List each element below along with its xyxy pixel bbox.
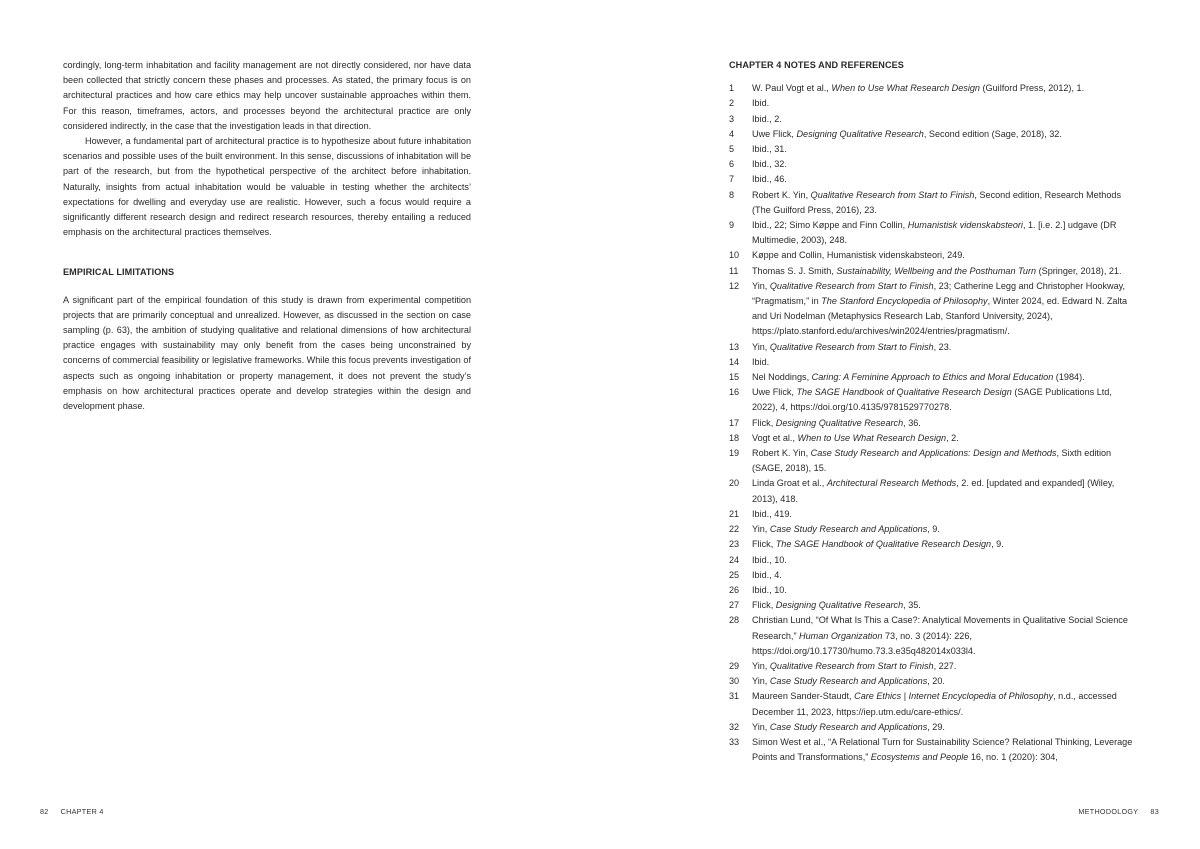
left-footer [40, 807, 104, 816]
note-title-italic: Humanistisk videnskabsteori [907, 220, 1023, 231]
note-text-segment: , 9. [927, 524, 940, 535]
note-item [729, 385, 1139, 415]
note-title-italic: Designing Qualitative Research [775, 417, 904, 428]
note-item [729, 720, 1139, 735]
note-number: 4 [729, 128, 735, 139]
note-text-segment: , 227. [933, 660, 957, 671]
note-text-segment: Linda Groat et al., [752, 478, 827, 489]
note-number: 2 [729, 98, 735, 109]
note-text-segment: , Sixth edition (SAGE, 2018), 15. [752, 448, 1112, 474]
note-text [752, 248, 1139, 263]
note-text-segment: , 2. ed. [updated and expanded] (Wiley, 2013), 418. [752, 478, 1115, 504]
note-text [752, 568, 1139, 583]
note-text [752, 613, 1139, 659]
note-text-segment: Ibid., 2. [752, 113, 782, 124]
note-item [729, 172, 1139, 187]
note-text-segment: Flick, [752, 417, 776, 428]
note-text-segment: (Guilford Press, 2012), 1. [979, 83, 1085, 94]
note-number: 18 [729, 432, 740, 443]
note-number: 9 [729, 220, 735, 231]
body-paragraph: A significant part of the empirical foundation of this study is drawn from experimental competition projects that are primarily conceptual and unrealized. However, as discussed in the section on case sampling (p. 63), the ambition of studying qualitative and relational dimensions of how architectural practice engages with sustainability may only benefit from the cases being unconstrained by concerns of commercial feasibility or legislative frameworks. While this focus prevents investigation of aspects such as ongoing inhabitation or property management, it does not prevent the study’s emphasis on how architectural practices operate and develop strategies within the design and development phase. [63, 294, 471, 412]
note-text-segment: Uwe Flick, [752, 387, 797, 398]
note-text [752, 689, 1139, 719]
note-item [729, 446, 1139, 476]
note-title-italic: Qualitative Research from Start to Finish [769, 341, 934, 352]
note-number: 3 [729, 113, 735, 124]
note-text-segment: Ibid., 32. [752, 159, 787, 170]
note-text-segment: , Winter 2024, ed. Edward N. Zalta and Uri Nodelman (Metaphysics Research Lab, Stanford University, 2024), https://plato.stanford.edu/archives/win2024/entries/pragmatism/. [752, 296, 1128, 337]
note-text-segment: , Second edition, Research Methods (The Guilford Press, 2016), 23. [752, 189, 1121, 215]
note-number: 25 [729, 569, 740, 580]
note-item [729, 674, 1139, 689]
note-text-segment: Thomas S. J. Smith, [752, 265, 837, 276]
note-title-italic: Designing Qualitative Research [775, 600, 904, 611]
note-text-segment: Flick, [752, 600, 776, 611]
note-text-segment: , 36. [903, 417, 921, 428]
note-number: 32 [729, 721, 740, 732]
note-text [752, 112, 1139, 127]
note-text-segment: Robert K. Yin, [752, 448, 811, 459]
note-text-segment: Ibid. [752, 98, 770, 109]
notes-heading: CHAPTER 4 NOTES AND REFERENCES [729, 60, 904, 70]
note-number: 11 [729, 265, 739, 276]
note-text [752, 583, 1139, 598]
note-number: 21 [729, 508, 740, 519]
note-text-segment: , n.d., accessed December 11, 2023, https://iep.utm.edu/care-ethics/. [752, 691, 1117, 717]
note-text-segment: Robert K. Yin, [752, 189, 811, 200]
right-footer [1078, 807, 1159, 816]
note-text [752, 81, 1139, 96]
note-text-segment: Simon West et al., “A Relational Turn for Sustainability Science? Relational Thinking, Leverage Points and Transformations,” [752, 736, 1133, 763]
note-title-italic: Qualitative Research from Start to Finish [810, 189, 975, 200]
note-text [752, 218, 1139, 248]
note-text-segment: 16, no. 1 (2020): 304, [968, 752, 1058, 763]
note-item [729, 476, 1139, 506]
note-item [729, 416, 1139, 431]
note-text-segment: Køppe and Collin, Humanistisk videnskabsteori, 249. [752, 250, 965, 261]
note-title-italic: Human Organization [799, 630, 883, 641]
note-text-segment: Yin, [752, 280, 770, 291]
note-text-segment: , 1. [i.e. 2.] udgave (DR Multimedie, 2003), 248. [752, 220, 1117, 246]
note-text [752, 416, 1139, 431]
running-footer-label: METHODOLOGY [1078, 807, 1139, 816]
note-number: 12 [729, 280, 740, 291]
note-text-segment: , Second edition (Sage, 2018), 32. [923, 128, 1062, 139]
note-number: 19 [729, 448, 740, 459]
note-text [752, 720, 1139, 735]
note-text [752, 476, 1139, 506]
note-text-segment: Christian Lund, “Of What Is This a Case?: Analytical Movements in Qualitative Social Science Research,” [752, 615, 1128, 641]
note-title-italic: Qualitative Research from Start to Finish [769, 280, 934, 291]
note-number: 14 [729, 356, 740, 367]
note-number: 29 [729, 660, 740, 671]
note-text-segment: W. Paul Vogt et al., [752, 83, 832, 94]
note-item [729, 537, 1139, 552]
note-number: 1 [729, 83, 735, 94]
note-number: 8 [729, 189, 735, 200]
note-number: 15 [729, 372, 740, 383]
note-text [752, 446, 1139, 476]
note-text-segment: Yin, [752, 524, 770, 535]
body-paragraph: However, a fundamental part of architectural practice is to hypothesize about future inhabitation scenarios and possible uses of the built environment. In this sense, discussions of inhabitation will be part of the research, but from the hypothetical perspective of the architect before inhabitation. Naturally, insights from actual inhabitation would be valuable in testing whether the architects’ expectations for dwelling and everyday use are realistic. However, such a focus would require a significantly different research design and redirect research resources, thereby entailing a reduced emphasis on the architectural practices themselves. [63, 136, 471, 238]
note-text-segment: , 20. [927, 676, 945, 687]
note-item [729, 522, 1139, 537]
note-title-italic: The SAGE Handbook of Qualitative Research Design [796, 387, 1012, 398]
note-title-italic: Caring: A Feminine Approach to Ethics and Moral Education [811, 372, 1054, 383]
note-title-italic: Case Study Research and Applications [769, 524, 928, 535]
note-number: 33 [729, 736, 740, 747]
note-number: 6 [729, 159, 735, 170]
note-text [752, 188, 1139, 218]
note-text-segment: , 2. [946, 432, 959, 443]
note-text-segment: Ibid., 46. [752, 174, 787, 185]
note-item [729, 583, 1139, 598]
note-item [729, 112, 1139, 127]
note-number: 13 [729, 341, 740, 352]
note-text-segment: Ibid., 10. [752, 554, 787, 565]
note-text [752, 340, 1139, 355]
note-number: 16 [729, 387, 740, 398]
note-item [729, 659, 1139, 674]
note-number: 27 [729, 600, 740, 611]
note-text-segment: Ibid., 4. [752, 569, 782, 580]
body-text-column [63, 58, 471, 414]
note-text [752, 355, 1139, 370]
note-text-segment: (SAGE Publications Ltd, 2022), 4, https://doi.org/10.4135/9781529770278. [752, 387, 1112, 413]
note-text [752, 142, 1139, 157]
note-text-segment: Ibid., 10. [752, 584, 787, 595]
note-item [729, 127, 1139, 142]
note-item [729, 188, 1139, 218]
note-item [729, 355, 1139, 370]
note-text [752, 598, 1139, 613]
right-page [600, 0, 1200, 849]
note-number: 22 [729, 524, 740, 535]
note-text [752, 157, 1139, 172]
note-item [729, 689, 1139, 719]
note-title-italic: When to Use What Research Design [797, 432, 947, 443]
note-text [752, 370, 1139, 385]
running-footer-label: CHAPTER 4 [60, 807, 104, 816]
note-text-segment: Maureen Sander-Staudt, [752, 691, 855, 702]
note-text-segment: , 23. [933, 341, 952, 352]
note-text-segment: Uwe Flick, [752, 128, 797, 139]
note-text [752, 96, 1139, 111]
note-item [729, 735, 1139, 765]
note-item [729, 279, 1139, 340]
note-number: 7 [729, 174, 735, 185]
note-number: 31 [729, 691, 740, 702]
note-item [729, 248, 1139, 263]
note-text-segment: (1984). [1053, 372, 1085, 383]
note-item [729, 96, 1139, 111]
note-text-segment: Flick, [752, 539, 776, 550]
note-text-segment: Yin, [752, 660, 770, 671]
note-text [752, 537, 1139, 552]
note-text [752, 264, 1139, 279]
note-item [729, 568, 1139, 583]
note-text-segment: Nel Noddings, [752, 372, 812, 383]
note-text [752, 279, 1139, 340]
notes-column [729, 58, 1139, 765]
note-item [729, 142, 1139, 157]
note-item [729, 340, 1139, 355]
section-heading: EMPIRICAL LIMITATIONS [63, 267, 175, 278]
note-number: 5 [729, 144, 735, 155]
note-title-italic: When to Use What Research Design [831, 83, 980, 94]
note-text [752, 127, 1139, 142]
note-title-italic: Care Ethics | Internet Encyclopedia of Philosophy [854, 691, 1054, 702]
note-text-segment: 73, no. 3 (2014): 226, https://doi.org/10.17730/humo.73.3.e35q482014x033l4. [752, 630, 976, 656]
note-item [729, 431, 1139, 446]
note-number: 10 [729, 250, 740, 261]
note-text-segment: Ibid., 31. [752, 144, 787, 155]
note-text-segment: Yin, [752, 341, 770, 352]
note-title-italic: Qualitative Research from Start to Finish [769, 660, 934, 671]
note-title-italic: Case Study Research and Applications [769, 721, 928, 732]
note-number: 26 [729, 584, 740, 595]
note-text-segment: Ibid., 22; Simo Køppe and Finn Collin, [752, 220, 908, 231]
note-title-italic: Case Study Research and Applications [769, 676, 928, 687]
note-text-segment: , 23; Catherine Legg and Christopher Hookway, “Pragmatism,” in [752, 280, 1126, 307]
note-text-segment: , 29. [927, 721, 945, 732]
note-number: 17 [729, 417, 740, 428]
note-item [729, 81, 1139, 96]
note-item [729, 157, 1139, 172]
note-title-italic: The SAGE Handbook of Qualitative Research Design [775, 539, 992, 550]
note-text [752, 522, 1139, 537]
note-text [752, 507, 1139, 522]
note-title-italic: Sustainability, Wellbeing and the Posthuman Turn [836, 265, 1037, 276]
note-item [729, 553, 1139, 568]
body-paragraph: cordingly, long-term inhabitation and facility management are not directly considered, nor have data been collected that strictly concern these phases and processes. As stated, the primary focus is on architectural practices and how care ethics may help uncover sustainable approaches within them. For this reason, timeframes, actors, and processes beyond the architectural practice are only considered indirectly, in the case that the investigation leads in that direction. [63, 60, 471, 131]
note-text-segment: Vogt et al., [752, 432, 798, 443]
page-number: 82 [40, 807, 49, 816]
note-title-italic: Ecosystems and People [870, 752, 969, 763]
note-text [752, 553, 1139, 568]
notes-list [729, 81, 1139, 765]
page-number: 83 [1150, 807, 1159, 816]
note-item [729, 598, 1139, 613]
note-title-italic: The Stanford Encyclopedia of Philosophy [821, 296, 988, 307]
note-number: 30 [729, 676, 740, 687]
note-text [752, 431, 1139, 446]
note-item [729, 264, 1139, 279]
note-title-italic: Architectural Research Methods [826, 478, 957, 489]
note-item [729, 507, 1139, 522]
note-text [752, 172, 1139, 187]
note-item [729, 218, 1139, 248]
note-text-segment: Yin, [752, 676, 770, 687]
note-item [729, 370, 1139, 385]
note-text-segment: Yin, [752, 721, 770, 732]
note-number: 23 [729, 539, 740, 550]
note-text-segment: , 35. [903, 600, 921, 611]
note-text-segment: Ibid. [752, 356, 770, 367]
note-title-italic: Designing Qualitative Research [796, 128, 924, 139]
note-text [752, 659, 1139, 674]
note-text [752, 385, 1139, 415]
note-text [752, 735, 1139, 765]
note-title-italic: Case Study Research and Applications: Design and Methods [810, 448, 1057, 459]
note-text-segment: , 9. [991, 539, 1004, 550]
note-item [729, 613, 1139, 659]
note-text [752, 674, 1139, 689]
note-number: 28 [729, 615, 740, 626]
note-number: 24 [729, 554, 740, 565]
note-text-segment: Ibid., 419. [752, 508, 792, 519]
note-text-segment: (Springer, 2018), 21. [1036, 265, 1122, 276]
note-number: 20 [729, 478, 740, 489]
